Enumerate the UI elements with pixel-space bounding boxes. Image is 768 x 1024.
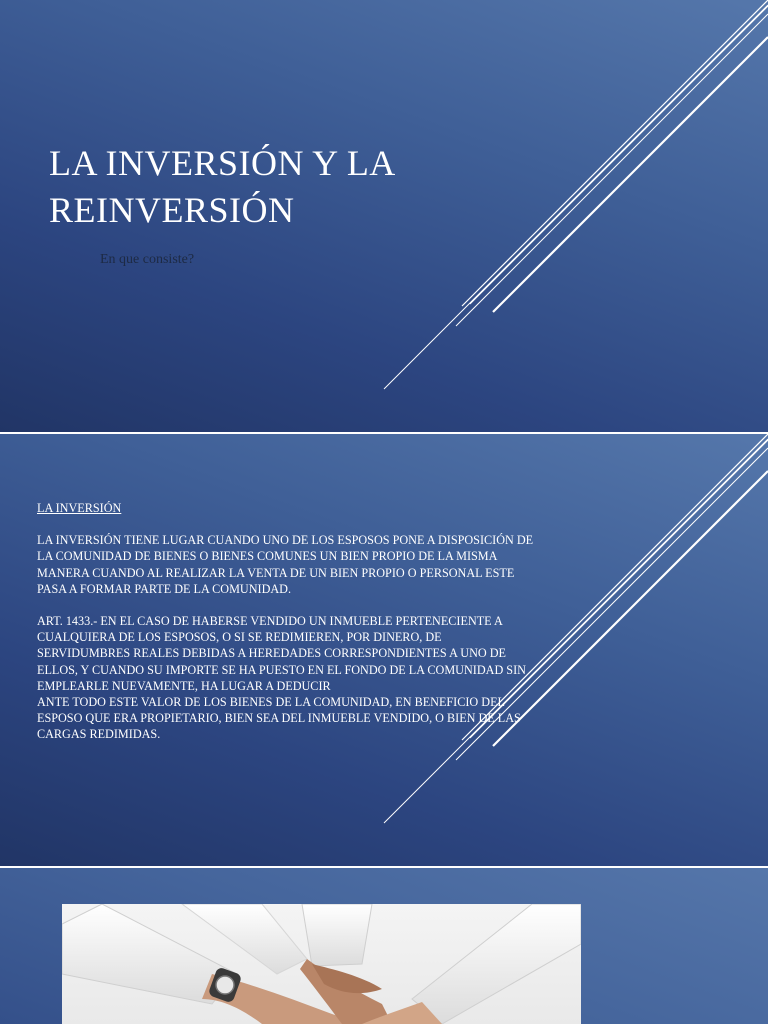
slide-title (0, 0, 768, 432)
slide-image (0, 868, 768, 1024)
hands-illustration (62, 904, 581, 1024)
slide-body (37, 500, 537, 743)
slide-title-text: LA INVERSIÓN Y LA REINVERSIÓN (49, 143, 394, 230)
paragraph-deduction: ANTE TODO ESTE VALOR DE LOS BIENES DE LA COMUNIDAD, EN BENEFICIO DEL ESPOSO QUE ERA PROPIETARIO, BIEN SEA DEL INMUEBLE VENDIDO, O BIEN DE LAS CARGAS REDIMIDAS. (37, 695, 521, 742)
paragraph-article: ART. 1433.- EN EL CASO DE HABERSE VENDIDO UN INMUEBLE PERTENECIENTE A CUALQUIERA DE LOS ESPOSOS, O SI SE REDIMIEREN, POR DINERO, DE SERVIDUMBRES REALES DEBIDAS A HEREDADES CORRESPONDIENTES A UNO DE ELLOS, Y CUANDO SU IMPORTE SE HA PUESTO EN EL FONDO DE LA COMUNIDAD SIN EMPLEARLE NUEVAMENTE, HA LUGAR A DEDUCIR (37, 614, 526, 693)
section-heading: LA INVERSIÓN (37, 501, 122, 515)
slide-inversion (0, 434, 768, 866)
slide-subtitle: En que consiste? (100, 252, 195, 267)
stacked-hands-photo (62, 904, 581, 1024)
paragraph-definition: LA INVERSIÓN TIENE LUGAR CUANDO UNO DE LOS ESPOSOS PONE A DISPOSICIÓN DE LA COMUNIDAD DE BIENES O BIENES COMUNES UN BIEN PROPIO DE LA MISMA MANERA CUANDO AL REALIZAR LA VENTA DE UN BIEN PROPIO O PERSONAL ESTE PASA A FORMAR PARTE DE LA COMUNIDAD. (37, 533, 534, 596)
